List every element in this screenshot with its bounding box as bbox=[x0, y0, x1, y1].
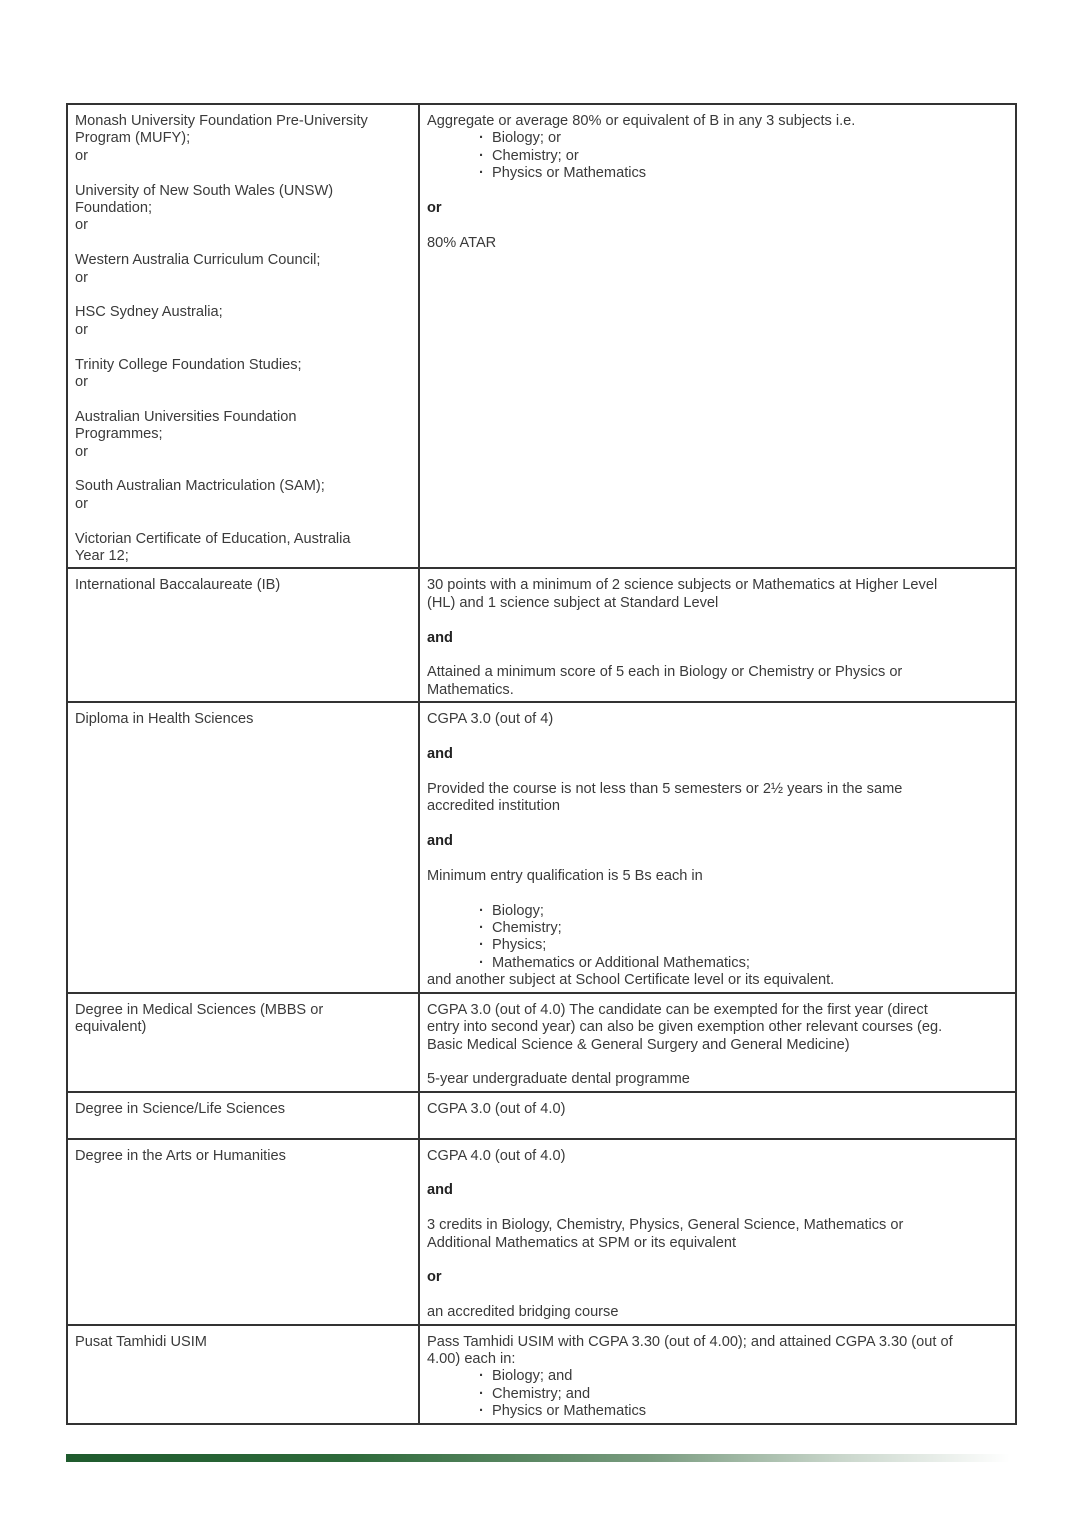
qualification-cell bbox=[67, 1325, 419, 1424]
connector-word: or bbox=[427, 1269, 442, 1286]
text-line: HSC Sydney Australia; bbox=[75, 304, 223, 321]
text-line: or bbox=[75, 269, 88, 286]
blank-line bbox=[427, 647, 1008, 664]
connector-word: and bbox=[427, 833, 453, 850]
connector-word: and bbox=[427, 746, 453, 763]
text-line: and another subject at School Certificate level or its equivalent. bbox=[427, 972, 835, 989]
text-line: Attained a minimum score of 5 each in Biology or Chemistry or Physics or bbox=[427, 664, 903, 681]
bullet-item: · Biology; and bbox=[427, 1368, 1008, 1385]
blank-line bbox=[427, 729, 1008, 746]
text-line: or bbox=[75, 374, 88, 391]
qualification-cell bbox=[67, 104, 419, 568]
bullet-item: · Physics; bbox=[427, 937, 1008, 954]
blank-line bbox=[427, 612, 1008, 629]
text-line: or bbox=[75, 217, 88, 234]
text-line: (HL) and 1 science subject at Standard Level bbox=[427, 594, 719, 611]
qualification-cell bbox=[67, 702, 419, 992]
connector-word: or bbox=[427, 200, 442, 217]
blank-line bbox=[75, 235, 411, 252]
text-line: Degree in the Arts or Humanities bbox=[75, 1147, 286, 1164]
blank-line bbox=[75, 165, 411, 182]
text-line: International Baccalaureate (IB) bbox=[75, 577, 281, 594]
blank-line bbox=[427, 1054, 1008, 1071]
requirement-row bbox=[67, 702, 1016, 992]
blank-line bbox=[427, 217, 1008, 234]
blank-line bbox=[427, 885, 1008, 902]
text-line: or bbox=[75, 443, 88, 460]
blank-line bbox=[427, 1200, 1008, 1217]
text-line: Programmes; bbox=[75, 426, 163, 443]
bullet-item: · Mathematics or Additional Mathematics; bbox=[427, 955, 1008, 972]
blank-line bbox=[427, 1118, 1008, 1135]
requirement-row bbox=[67, 568, 1016, 702]
text-line: Diploma in Health Sciences bbox=[75, 711, 254, 728]
requirement-row bbox=[67, 1325, 1016, 1424]
text-line: 4.00) each in: bbox=[427, 1350, 516, 1367]
connector-word: and bbox=[427, 629, 453, 646]
text-line: or bbox=[75, 321, 88, 338]
text-line: Degree in Medical Sciences (MBBS or bbox=[75, 1001, 324, 1018]
text-line: University of New South Wales (UNSW) bbox=[75, 182, 334, 199]
blank-line bbox=[427, 763, 1008, 780]
blank-line bbox=[427, 1165, 1008, 1182]
requirement-cell bbox=[419, 1325, 1016, 1424]
entry-requirements-table-body bbox=[67, 104, 1016, 1424]
requirement-cell bbox=[419, 1139, 1016, 1325]
requirement-cell bbox=[419, 1092, 1016, 1139]
qualification-cell bbox=[67, 993, 419, 1092]
text-line: 5-year undergraduate dental programme bbox=[427, 1071, 690, 1088]
text-line: 3 credits in Biology, Chemistry, Physics, General Science, Mathematics or bbox=[427, 1217, 904, 1234]
text-line: Aggregate or average 80% or equivalent of B in any 3 subjects i.e. bbox=[427, 113, 856, 129]
requirement-row bbox=[67, 1139, 1016, 1325]
bullet-item: · Chemistry; or bbox=[427, 148, 1008, 165]
blank-line bbox=[75, 287, 411, 304]
blank-line bbox=[427, 1287, 1008, 1304]
text-line: accredited institution bbox=[427, 798, 561, 815]
requirement-row bbox=[67, 104, 1016, 568]
qualification-cell bbox=[67, 1139, 419, 1325]
text-line: Pusat Tamhidi USIM bbox=[75, 1333, 207, 1350]
text-line: Pass Tamhidi USIM with CGPA 3.30 (out of 4.00); and attained CGPA 3.30 (out of bbox=[427, 1333, 953, 1350]
text-line: Victorian Certificate of Education, Australia bbox=[75, 530, 351, 547]
text-line: Western Australia Curriculum Council; bbox=[75, 252, 321, 269]
blank-line bbox=[427, 816, 1008, 833]
requirement-cell bbox=[419, 104, 1016, 568]
text-line: Year 12; bbox=[75, 548, 129, 565]
requirement-cell bbox=[419, 702, 1016, 992]
text-line: Provided the course is not less than 5 semesters or 2½ years in the same bbox=[427, 780, 903, 797]
connector-word: and bbox=[427, 1182, 453, 1199]
bullet-item: · Physics or Mathematics bbox=[427, 1403, 1008, 1420]
blank-line bbox=[75, 339, 411, 356]
text-line: Additional Mathematics at SPM or its equivalent bbox=[427, 1234, 737, 1251]
blank-line bbox=[427, 1252, 1008, 1269]
text-line: CGPA 3.0 (out of 4.0) The candidate can be exempted for the first year (direct bbox=[427, 1001, 928, 1018]
text-line: Australian Universities Foundation bbox=[75, 408, 297, 425]
text-line: 80% ATAR bbox=[427, 234, 497, 251]
text-line: Degree in Science/Life Sciences bbox=[75, 1100, 286, 1117]
text-line: Trinity College Foundation Studies; bbox=[75, 356, 302, 373]
text-line: or bbox=[75, 495, 88, 512]
text-line: an accredited bridging course bbox=[427, 1304, 619, 1321]
text-line: CGPA 3.0 (out of 4) bbox=[427, 711, 554, 728]
blank-line bbox=[427, 183, 1008, 200]
requirement-cell bbox=[419, 993, 1016, 1092]
bullet-item: · Biology; bbox=[427, 903, 1008, 920]
bullet-item: · Physics or Mathematics bbox=[427, 165, 1008, 182]
text-line: Foundation; bbox=[75, 200, 153, 217]
text-line: South Australian Mactriculation (SAM); bbox=[75, 478, 325, 495]
text-line: Minimum entry qualification is 5 Bs each in bbox=[427, 867, 703, 884]
text-line: Program (MUFY); bbox=[75, 130, 191, 147]
qualification-cell bbox=[67, 1092, 419, 1139]
footer-gradient-bar bbox=[66, 1454, 1010, 1462]
text-line: Basic Medical Science & General Surgery and General Medicine) bbox=[427, 1036, 850, 1053]
blank-line bbox=[75, 513, 411, 530]
text-line: entry into second year) can also be given exemption other relevant courses (eg. bbox=[427, 1019, 943, 1036]
text-line: Mathematics. bbox=[427, 681, 514, 698]
qualification-cell bbox=[67, 568, 419, 702]
bullet-item: · Biology; or bbox=[427, 130, 1008, 147]
requirement-row bbox=[67, 1092, 1016, 1139]
requirement-row bbox=[67, 993, 1016, 1092]
text-line: or bbox=[75, 147, 88, 164]
entry-requirements-table bbox=[66, 103, 1017, 1425]
bullet-item: · Chemistry; and bbox=[427, 1386, 1008, 1403]
blank-line bbox=[75, 391, 411, 408]
blank-line bbox=[427, 850, 1008, 867]
bullet-item: · Chemistry; bbox=[427, 920, 1008, 937]
text-line: CGPA 4.0 (out of 4.0) bbox=[427, 1147, 566, 1164]
text-line: CGPA 3.0 (out of 4.0) bbox=[427, 1100, 566, 1117]
text-line: 30 points with a minimum of 2 science subjects or Mathematics at Higher Level bbox=[427, 577, 938, 594]
text-line: Monash University Foundation Pre-University bbox=[75, 113, 368, 129]
blank-line bbox=[75, 461, 411, 478]
requirement-cell bbox=[419, 568, 1016, 702]
text-line: equivalent) bbox=[75, 1019, 147, 1036]
